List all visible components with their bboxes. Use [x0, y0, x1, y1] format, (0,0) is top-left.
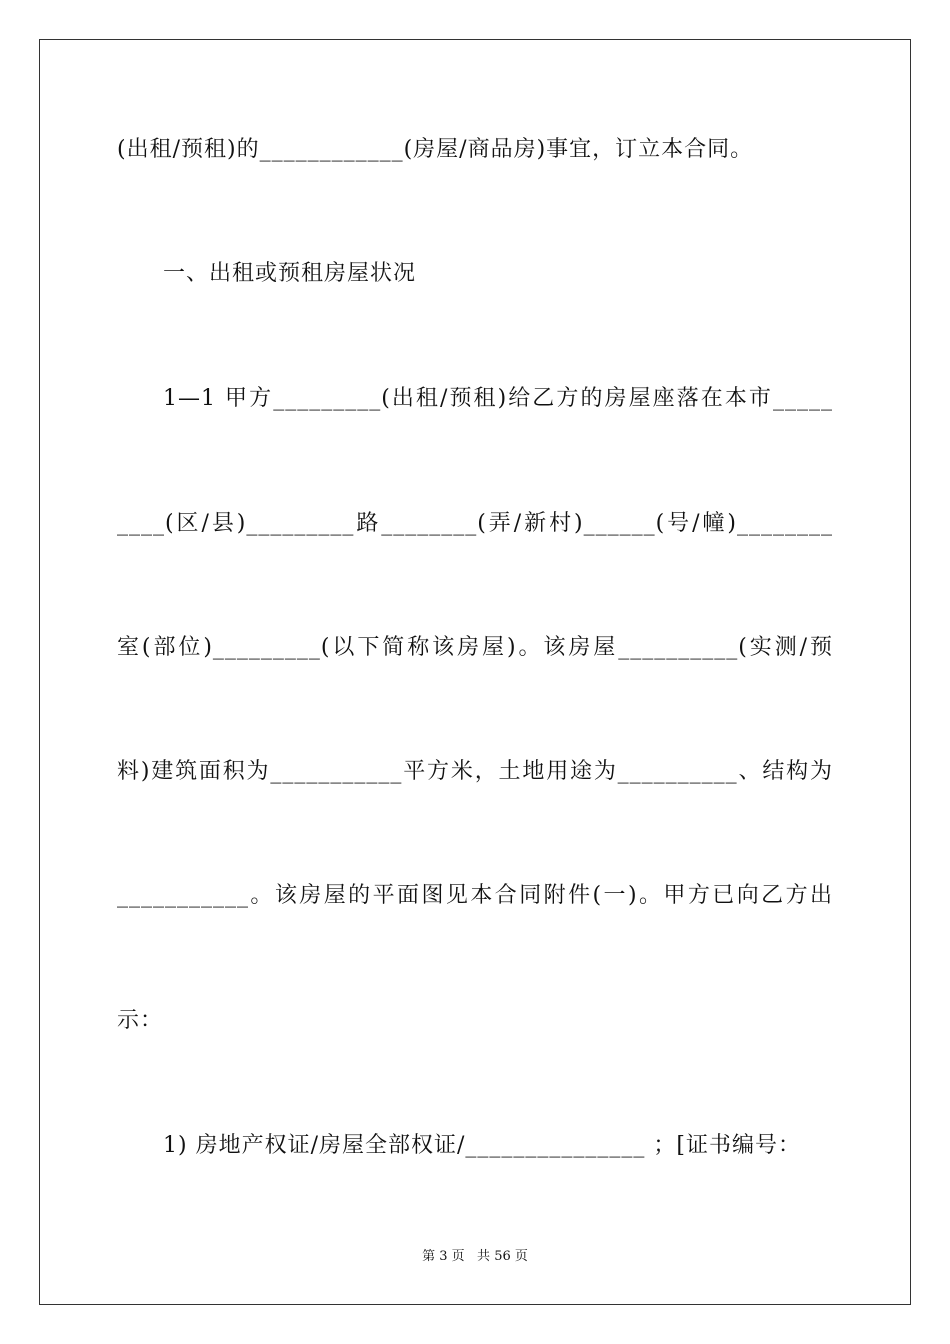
page-frame	[39, 39, 911, 1305]
paragraph-line: 室(部位)_________(以下简称该房屋)。该房屋__________(实测/预	[117, 635, 833, 660]
page-footer: 第 3 页 共 56 页	[422, 1249, 528, 1264]
paragraph-line: 示：	[117, 1008, 164, 1033]
list-item: 1) 房地产权证/房屋全部权证/_______________ ；[证书编号：	[163, 1133, 801, 1158]
paragraph-line: (出租/预租)的____________(房屋/商品房)事宜，订立本合同。	[117, 137, 754, 162]
paragraph-line: ___________。该房屋的平面图见本合同附件(一)。甲方已向乙方出	[117, 883, 833, 908]
paragraph-line: ____(区/县)_________路________(弄/新村)______(号/幢)________	[117, 511, 833, 536]
paragraph-line: 料)建筑面积为___________平方米，土地用途为__________、结构为	[117, 759, 833, 784]
section-heading: 一、出租或预租房屋状况	[163, 261, 417, 286]
paragraph-line: 1—1 甲方_________(出租/预租)给乙方的房屋座落在本市_____	[163, 386, 833, 411]
